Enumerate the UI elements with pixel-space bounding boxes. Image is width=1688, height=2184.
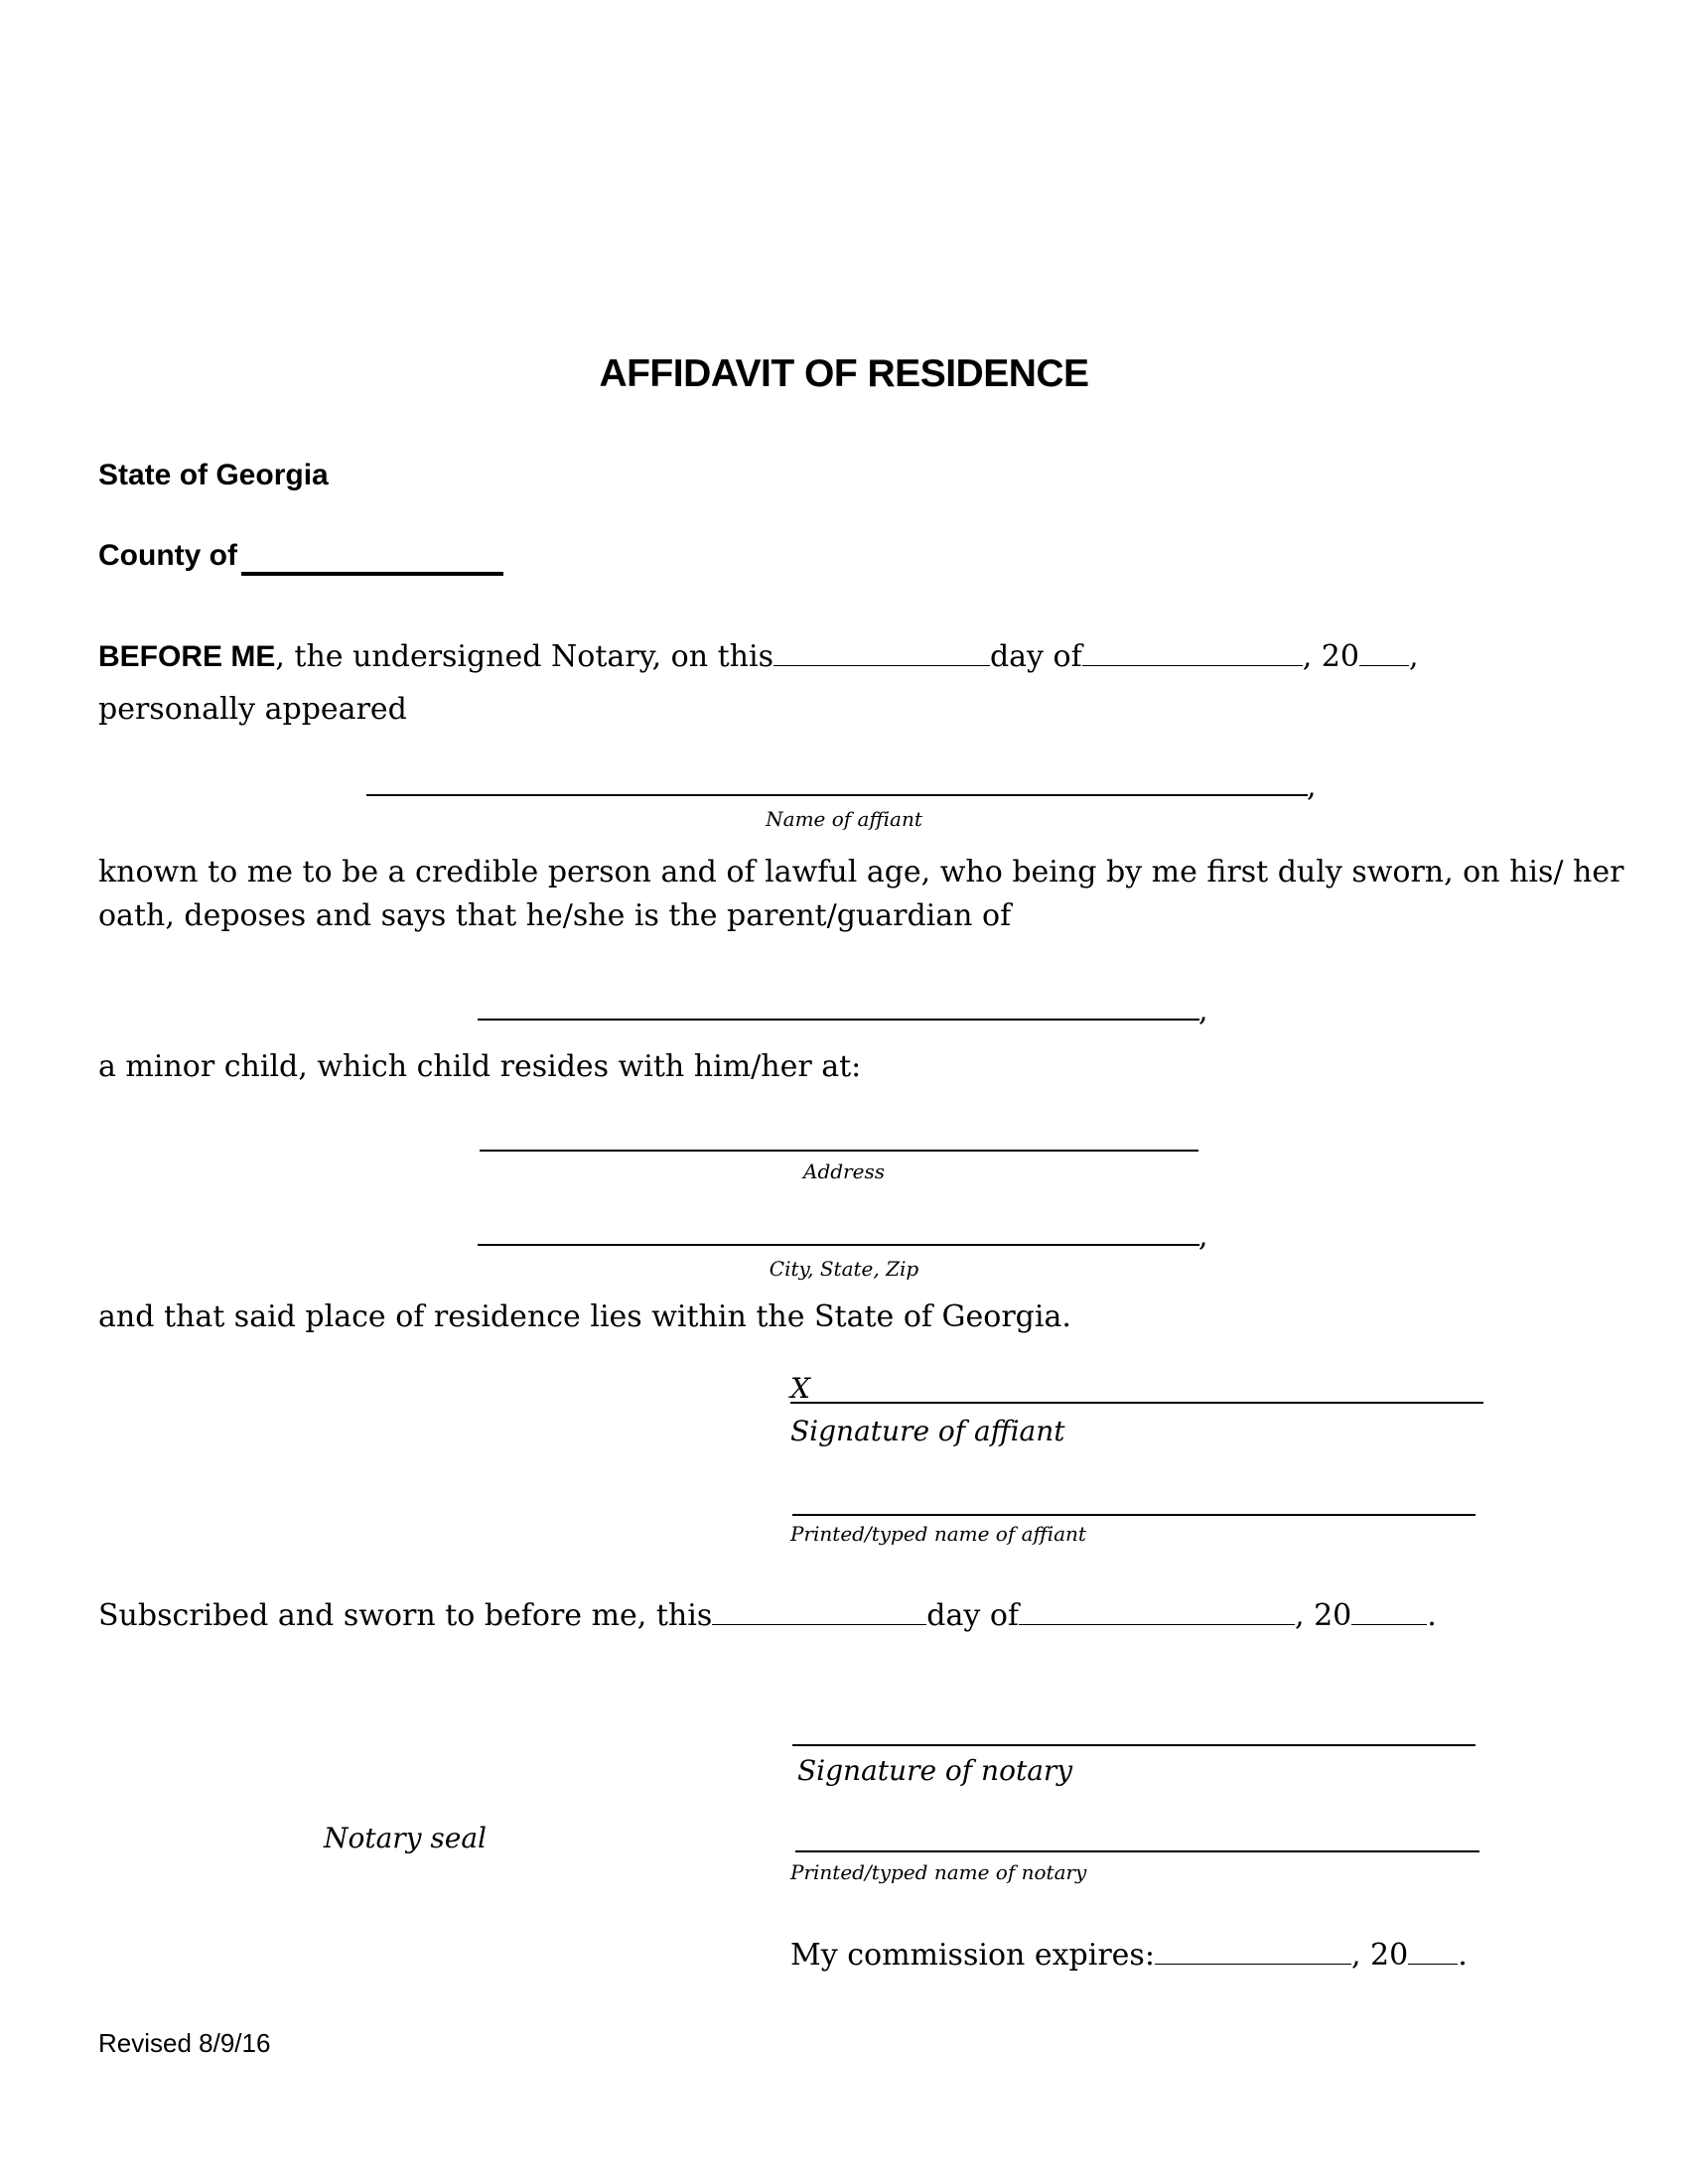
- affiant-printed-name-line[interactable]: [792, 1514, 1476, 1516]
- commission-year-blank[interactable]: [1408, 1940, 1458, 1965]
- subscribed-text-1: Subscribed and sworn to before me, this: [98, 1598, 713, 1633]
- city-state-zip-line[interactable]: [478, 1244, 1199, 1246]
- before-me-text-1: , the undersigned Notary, on this: [275, 639, 774, 674]
- city-state-zip-caption: City, State, Zip: [769, 1257, 919, 1281]
- commission-line: [790, 1938, 1468, 1974]
- affiant-printed-name-caption: Printed/typed name of affiant: [790, 1522, 1086, 1546]
- minor-child-text: a minor child, which child resides with him/her at:: [98, 1049, 862, 1084]
- known-paragraph-line-2: oath, deposes and says that he/she is the parent/guardian of: [98, 898, 1012, 933]
- county-label: County of: [98, 539, 237, 572]
- commission-text-2: , 20: [1350, 1938, 1409, 1973]
- notary-signature-line[interactable]: [792, 1744, 1476, 1746]
- before-me-text-3: , 20: [1302, 639, 1359, 674]
- affiant-name-line[interactable]: [366, 794, 1308, 796]
- affiant-signature-label: Signature of affiant: [790, 1415, 1065, 1447]
- before-me-text-2: day of: [989, 639, 1082, 674]
- affiant-signature-line[interactable]: [790, 1402, 1483, 1404]
- subscribed-year-blank[interactable]: [1351, 1600, 1427, 1625]
- affiant-name-comma: ,: [1307, 769, 1317, 804]
- address-caption: Address: [803, 1160, 885, 1183]
- subscribed-day-blank[interactable]: [712, 1600, 926, 1625]
- notary-seal-label: Notary seal: [324, 1822, 487, 1854]
- day-blank[interactable]: [774, 641, 990, 666]
- residence-text: and that said place of residence lies within the State of Georgia.: [98, 1299, 1071, 1334]
- commission-text-3: .: [1458, 1938, 1468, 1973]
- before-me-bold: BEFORE ME: [98, 640, 276, 673]
- before-me-line: [98, 639, 1419, 675]
- notary-printed-name-caption: Printed/typed name of notary: [790, 1860, 1087, 1884]
- notary-printed-name-line[interactable]: [795, 1850, 1479, 1852]
- subscribed-text-3: , 20: [1295, 1598, 1352, 1633]
- commission-text-1: My commission expires:: [790, 1938, 1155, 1973]
- before-me-text-4: ,: [1408, 639, 1419, 674]
- known-paragraph-line-1: known to me to be a credible person and of lawful age, who being by me first duly sworn, on his/ her: [98, 855, 1624, 889]
- revised-date: Revised 8/9/16: [98, 2028, 271, 2058]
- month-blank[interactable]: [1082, 641, 1303, 666]
- state-line: State of Georgia: [98, 459, 329, 491]
- subscribed-month-blank[interactable]: [1019, 1600, 1295, 1625]
- affiant-name-caption: Name of affiant: [766, 807, 922, 831]
- subscribed-text-4: .: [1427, 1598, 1437, 1633]
- document-title: AFFIDAVIT OF RESIDENCE: [599, 352, 1089, 395]
- personally-appeared: personally appeared: [98, 692, 407, 727]
- child-name-comma: ,: [1198, 994, 1208, 1028]
- address-line[interactable]: [480, 1150, 1198, 1152]
- year-blank[interactable]: [1359, 641, 1409, 666]
- city-state-zip-comma: ,: [1198, 1219, 1208, 1254]
- signature-x-mark: X: [790, 1372, 810, 1405]
- notary-signature-label: Signature of notary: [797, 1754, 1073, 1787]
- county-blank[interactable]: [241, 572, 503, 576]
- subscribed-text-2: day of: [926, 1598, 1019, 1633]
- subscribed-line: [98, 1598, 1437, 1634]
- commission-date-blank[interactable]: [1155, 1940, 1351, 1965]
- child-name-line[interactable]: [478, 1019, 1199, 1021]
